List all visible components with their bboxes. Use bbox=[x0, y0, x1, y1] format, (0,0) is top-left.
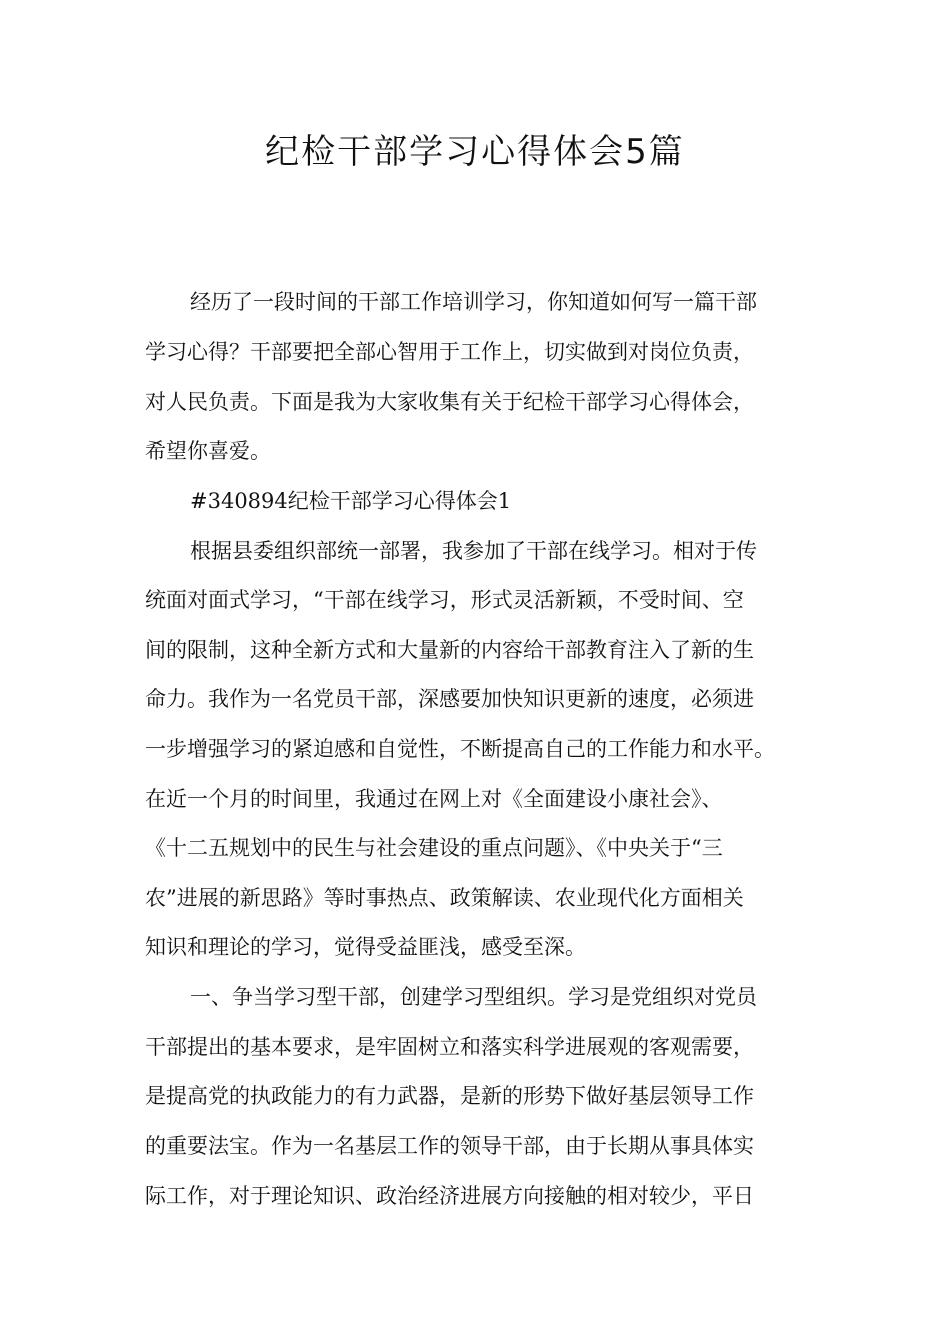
paragraph-1-line-3: 间的限制，这种全新方式和大量新的内容给干部教育注入了新的生 bbox=[145, 638, 754, 662]
paragraph-2-line-4: 的重要法宝。作为一名基层工作的领导干部，由于长期从事具体实 bbox=[145, 1134, 754, 1158]
intro-line-3: 对人民负责。下面是我为大家收集有关于纪检干部学习心得体会， bbox=[145, 390, 754, 414]
paragraph-2-line-5: 际工作，对于理论知识、政治经济进展方向接触的相对较少，平日 bbox=[145, 1184, 754, 1208]
paragraph-1-line-8: 农”进展的新思路》等时事热点、政策解读、农业现代化方面相关 bbox=[145, 886, 744, 910]
document-title: 纪检干部学习心得体会5篇 bbox=[265, 132, 685, 172]
paragraph-1-line-5: 一步增强学习的紧迫感和自觉性，不断提高自己的工作能力和水平。 bbox=[145, 737, 775, 761]
paragraph-1-line-1: 根据县委组织部统一部署，我参加了干部在线学习。相对于传 bbox=[190, 539, 757, 563]
paragraph-1-line-2: 统面对面式学习，“干部在线学习，形式灵活新颖，不受时间、空 bbox=[145, 588, 744, 612]
paragraph-1-line-7: 《十二五规划中的民生与社会建设的重点问题》、《中央关于“三 bbox=[145, 836, 723, 860]
intro-line-1: 经历了一段时间的干部工作培训学习，你知道如何写一篇干部 bbox=[190, 290, 757, 314]
paragraph-1-line-4: 命力。我作为一名党员干部，深感要加快知识更新的速度，必须进 bbox=[145, 687, 754, 711]
section-heading-1: #340894纪检干部学习心得体会1 bbox=[190, 489, 512, 513]
paragraph-1-line-6: 在近一个月的时间里，我通过在网上对《全面建设小康社会》、 bbox=[145, 787, 723, 811]
paragraph-2-line-2: 干部提出的基本要求，是牢固树立和落实科学进展观的客观需要， bbox=[145, 1035, 754, 1059]
paragraph-1-line-9: 知识和理论的学习，觉得受益匪浅，感受至深。 bbox=[145, 935, 586, 959]
intro-line-4: 希望你喜爱。 bbox=[145, 439, 271, 463]
paragraph-2-line-3: 是提高党的执政能力的有力武器，是新的形势下做好基层领导工作 bbox=[145, 1084, 754, 1108]
intro-line-2: 学习心得？干部要把全部心智用于工作上，切实做到对岗位负责， bbox=[145, 340, 754, 364]
paragraph-2-line-1: 一、争当学习型干部，创建学习型组织。学习是党组织对党员 bbox=[190, 985, 757, 1009]
